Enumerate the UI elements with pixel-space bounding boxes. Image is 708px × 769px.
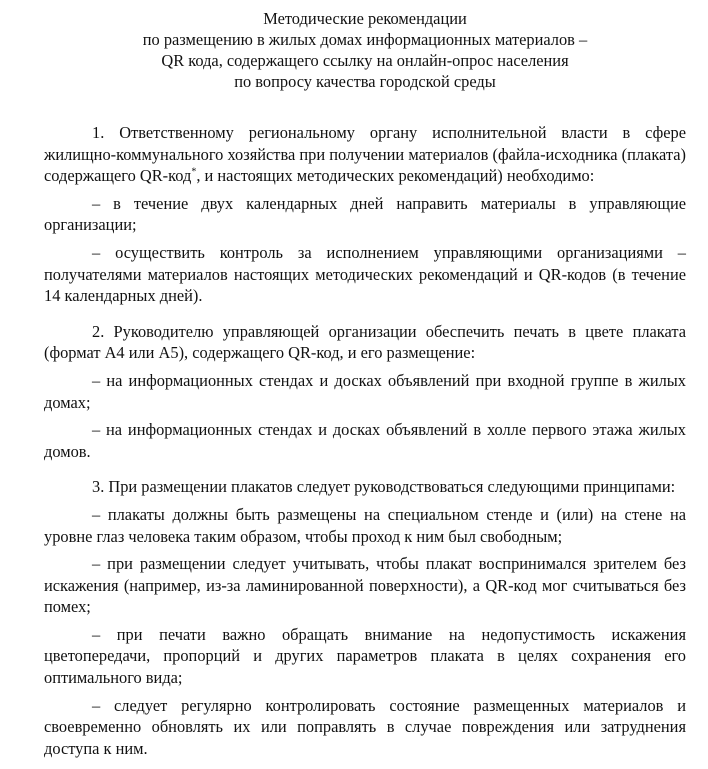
title-line-3: QR кода, содержащего ссылку на онлайн-опрос населения [161,51,569,70]
title-line-2: по размещению в жилых домах информационных материалов – [142,30,588,49]
section-3-item-2: – при размещении следует учитывать, чтобы плакат воспринимался зрителем без искажения (например, из-за ламинированной поверхности), а QR-код мог считываться без помех; [44,554,686,617]
section-2-paragraph: 2. Руководителю управляющей организации обеспечить печать в цвете плаката (формат А4 или А5), содержащего QR-код, и его размещение: [44,321,686,363]
title-line-1: Методические рекомендации [263,9,467,28]
section-2-item-1: – на информационных стендах и досках объявлений при входной группе в жилых домах; [44,370,686,412]
section-1-item-2: – осуществить контроль за исполнением управляющими организациями – получателями материалов настоящих методических рекомендаций и QR-кодов (в течение 14 календарных дней). [44,242,686,306]
footnote-mark: * [191,166,197,178]
title-line-4: по вопросу качества городской среды [234,72,496,91]
section-3-item-1: – плакаты должны быть размещены на специальном стенде и (или) на стене на уровне глаз человека таким образом, чтобы проход к ним был свободным; [44,504,686,546]
section-1-text-before: 1. Ответственному региональному органу исполнительной власти в сфере жилищно-коммунального хозяйства при получении материалов (файла-исходника (плаката) содержащего QR-код [44,123,686,186]
section-3-paragraph: 3. При размещении плакатов следует руководствоваться следующими принципами: [92,477,676,497]
section-3-item-3: – при печати важно обращать внимание на недопустимость искажения цветопередачи, пропорций и других параметров плаката в целях сохранения его оптимального вида; [44,624,686,688]
section-1-item-1: – в течение двух календарных дней направить материалы в управляющие организации; [44,193,686,235]
section-1-text-after: , и настоящих методических рекомендаций) необходимо: [196,166,595,186]
section-2-item-2: – на информационных стендах и досках объявлений в холле первого этажа жилых домов. [44,420,686,461]
section-3-item-4: – следует регулярно контролировать состояние размещенных материалов и своевременно обновлять их или поправлять в случае повреждения или затруднения доступа к ним. [44,695,686,758]
document-title [44,8,686,92]
section-1-paragraph [44,122,686,187]
